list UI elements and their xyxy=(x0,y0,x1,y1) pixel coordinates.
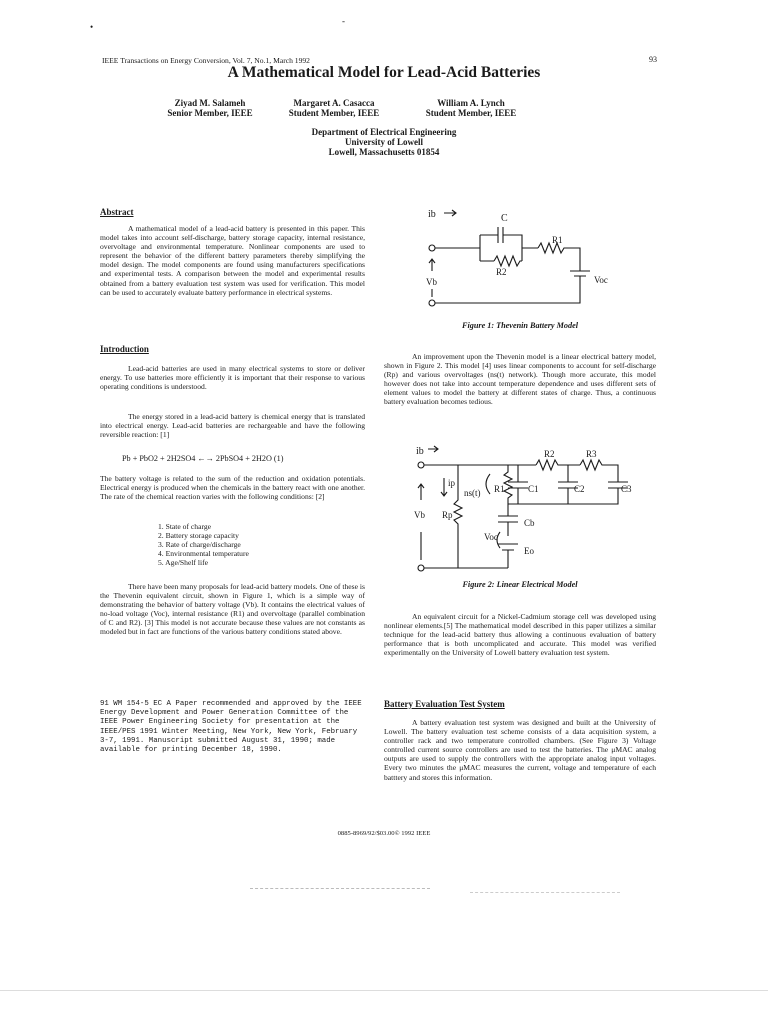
label-c: C xyxy=(501,213,508,224)
author-2 xyxy=(268,98,400,118)
terminal-positive xyxy=(418,462,424,468)
label-r1: R1 xyxy=(494,484,505,494)
figure-2-linear-model-diagram xyxy=(408,444,638,574)
page-number: 93 xyxy=(649,55,657,64)
abstract-text: A mathematical model of a lead-acid battery is presented in this paper. This model takes into account self-discharge, battery storage capacity, internal resistance, overvoltage and environmental temperature. Nonlinear components are used to represent the behavior of the different battery parameters thereby simplifying the model design. The model components are found using manufacturers specifications and experimental tests. A comparison between the model and experimental results obtained from a battery evaluation test system was used for verification. This model can be used to accurately evaluate battery performance in electrical systems. xyxy=(100,224,365,297)
scan-mark: - xyxy=(342,16,345,26)
figure-1-thevenin-diagram xyxy=(410,205,620,315)
current-arrow-icon xyxy=(444,210,456,216)
capacitor-c1 xyxy=(508,465,528,504)
label-ib: ib xyxy=(416,446,424,457)
label-c1: C1 xyxy=(528,484,539,494)
label-r2: R2 xyxy=(496,267,507,277)
resistor-r2 xyxy=(536,460,580,470)
affiliation-department: Department of Electrical Engineering xyxy=(311,127,457,137)
journal-citation: IEEE Transactions on Energy Conversion, Vol. 7, No.1, March 1992 xyxy=(102,56,310,65)
list-item: 4. Environmental temperature xyxy=(158,549,249,559)
introduction-paragraph-3: The battery voltage is related to the sum of the reduction and oxidation potentials. Electrical energy is produced when the chemicals in the battery react with one another. The rate of the chemical reaction varies with the following conditions: [2] xyxy=(100,474,365,502)
scan-mark: • xyxy=(90,22,94,32)
author-role: Student Member, IEEE xyxy=(288,108,380,118)
right-paragraph-1: An improvement upon the Thevenin model is a linear electrical battery model, shown in Figure 2. This model [4] uses linear components to account for self-discharge (Rp) and various overvoltages (ns(t) network). Though more accurate, this model however does not take into account temperature dependence and uses different sets of element values to model the battery at different states of charge. Thus, a continuous battery evaluation becomes tedious. xyxy=(384,352,656,407)
introduction-paragraph-1: Lead-acid batteries are used in many electrical systems to store or deliver energy. To use batteries more efficiently it is important that their response to various operating conditions is understood. xyxy=(100,364,365,392)
label-ib: ib xyxy=(428,209,436,220)
list-item: 3. Rate of charge/discharge xyxy=(158,540,241,550)
label-ns: ns(t) xyxy=(464,488,481,498)
current-arrow-icon xyxy=(441,478,447,496)
author-name: William A. Lynch xyxy=(437,98,505,108)
scan-artifact xyxy=(470,892,620,893)
label-vb: Vb xyxy=(414,510,425,520)
resistor-rp xyxy=(454,465,462,568)
introduction-paragraph-2: The energy stored in a lead-acid battery is chemical energy that is translated into electrical energy. Lead-acid batteries are rechargeable and have the following reversible reaction: [1] xyxy=(100,412,365,440)
scan-artifact xyxy=(250,888,430,889)
label-r2: R2 xyxy=(544,449,555,459)
battery-voc xyxy=(435,271,590,303)
reaction-equation: Pb + PbO2 + 2H2SO4 ←→ 2PbSO4 + 2H2O (1) xyxy=(122,454,284,463)
figure-1-caption: Figure 1: Thevenin Battery Model xyxy=(462,321,578,330)
affiliation-city: Lowell, Massachusetts 01854 xyxy=(328,147,440,157)
resistor-r2 xyxy=(494,256,522,266)
author-3 xyxy=(410,98,532,118)
current-arrow-icon xyxy=(428,446,438,452)
author-role: Student Member, IEEE xyxy=(425,108,517,118)
figure-2-caption: Figure 2: Linear Electrical Model xyxy=(462,580,578,589)
label-r1: R1 xyxy=(552,235,563,245)
terminal-positive xyxy=(429,245,435,251)
terminal-negative xyxy=(418,565,424,571)
author-name: Ziyad M. Salameh xyxy=(174,98,246,108)
capacitor-c xyxy=(498,227,538,261)
resistor-r1 xyxy=(504,465,512,504)
list-item: 2. Battery storage capacity xyxy=(158,531,239,541)
scan-artifact xyxy=(0,990,768,991)
right-paragraph-3: A battery evaluation test system was designed and built at the University of Lowell. The battery evaluation test scheme consists of a data acquisition system, a controller rack and two temperature controlled chambers. (See Figure 3) Voltage controlled current source controllers are used to test the batteries. The μMAC analog outputs are used to supply the controllers with the appropriate analog input voltages. Every two minutes the μMAC measures the current, voltage and temperature of each batttery and stores this information. xyxy=(384,718,656,782)
resistor-r3 xyxy=(580,460,618,482)
terminal-negative xyxy=(429,300,435,306)
copyright-line: 0885-8969/92/$03.00© 1992 IEEE xyxy=(337,830,431,837)
resistor-r1 xyxy=(538,243,580,271)
footnote: 91 WM 154-5 EC A Paper recommended and approved by the IEEE Energy Development and Power Generation Committee of the IEEE Power Engineering Society for presentation at the IEEE/PES 1991 Winter Meeting, New York, New York, February 3-7, 1991. Manuscript submitted August 31, 1990; made available for printing December 18, 1990. xyxy=(100,700,362,755)
label-voc: Voc xyxy=(594,275,608,285)
author-1 xyxy=(150,98,270,118)
label-ip: ip xyxy=(448,478,456,488)
label-voc: Voc xyxy=(484,532,498,542)
bracket xyxy=(486,474,490,494)
label-vb: Vb xyxy=(426,277,437,287)
label-r3: R3 xyxy=(586,449,597,459)
affiliation xyxy=(0,127,768,157)
wire xyxy=(480,235,498,261)
introduction-heading: Introduction xyxy=(100,344,149,354)
list-item: 1. State of charge xyxy=(158,522,211,531)
abstract-heading: Abstract xyxy=(100,207,134,217)
affiliation-university: University of Lowell xyxy=(345,137,423,147)
label-c3: C3 xyxy=(621,484,632,494)
test-system-heading: Battery Evaluation Test System xyxy=(384,699,505,709)
list-item: 5. Age/Shelf life xyxy=(158,558,208,568)
capacitor-cb xyxy=(498,504,518,536)
label-rp: Rp xyxy=(442,510,453,520)
label-c2: C2 xyxy=(574,484,585,494)
conditions-list xyxy=(158,522,249,567)
paper-title: A Mathematical Model for Lead-Acid Batteries xyxy=(227,64,541,81)
label-eo: Eo xyxy=(524,546,534,556)
label-cb: Cb xyxy=(524,518,535,528)
introduction-paragraph-4: There have been many proposals for lead-acid battery models. One of these is the Thevenin equivalent circuit, shown in Figure 1, which is a simple way of demonstrating the behavior of battery voltage (Vb). It contains the electrical values of no-load voltage (Voc), internal resistance (R1) and overvoltage (parallel combination of C and R2). [3] This model is not accurate because these values are not constants as modeled but in fact are functions of the various battery conditions stated above. xyxy=(100,582,365,637)
battery-eo xyxy=(498,544,518,568)
voltage-arrow-icon xyxy=(418,484,424,560)
author-role: Senior Member, IEEE xyxy=(167,108,253,118)
author-name: Margaret A. Casacca xyxy=(293,98,375,108)
right-paragraph-2: An equivalent circuit for a Nickel-Cadmium storage cell was developed using nonlinear elements.[5] The mathematical model described in this paper utilizes a similar technique for the lead-acid battery thus allowing a continuous evaluation of battery performance that is both uncomplicated and accurate. This model was verified experimentally on the University of Lowell battery evaluation test system. xyxy=(384,612,656,658)
